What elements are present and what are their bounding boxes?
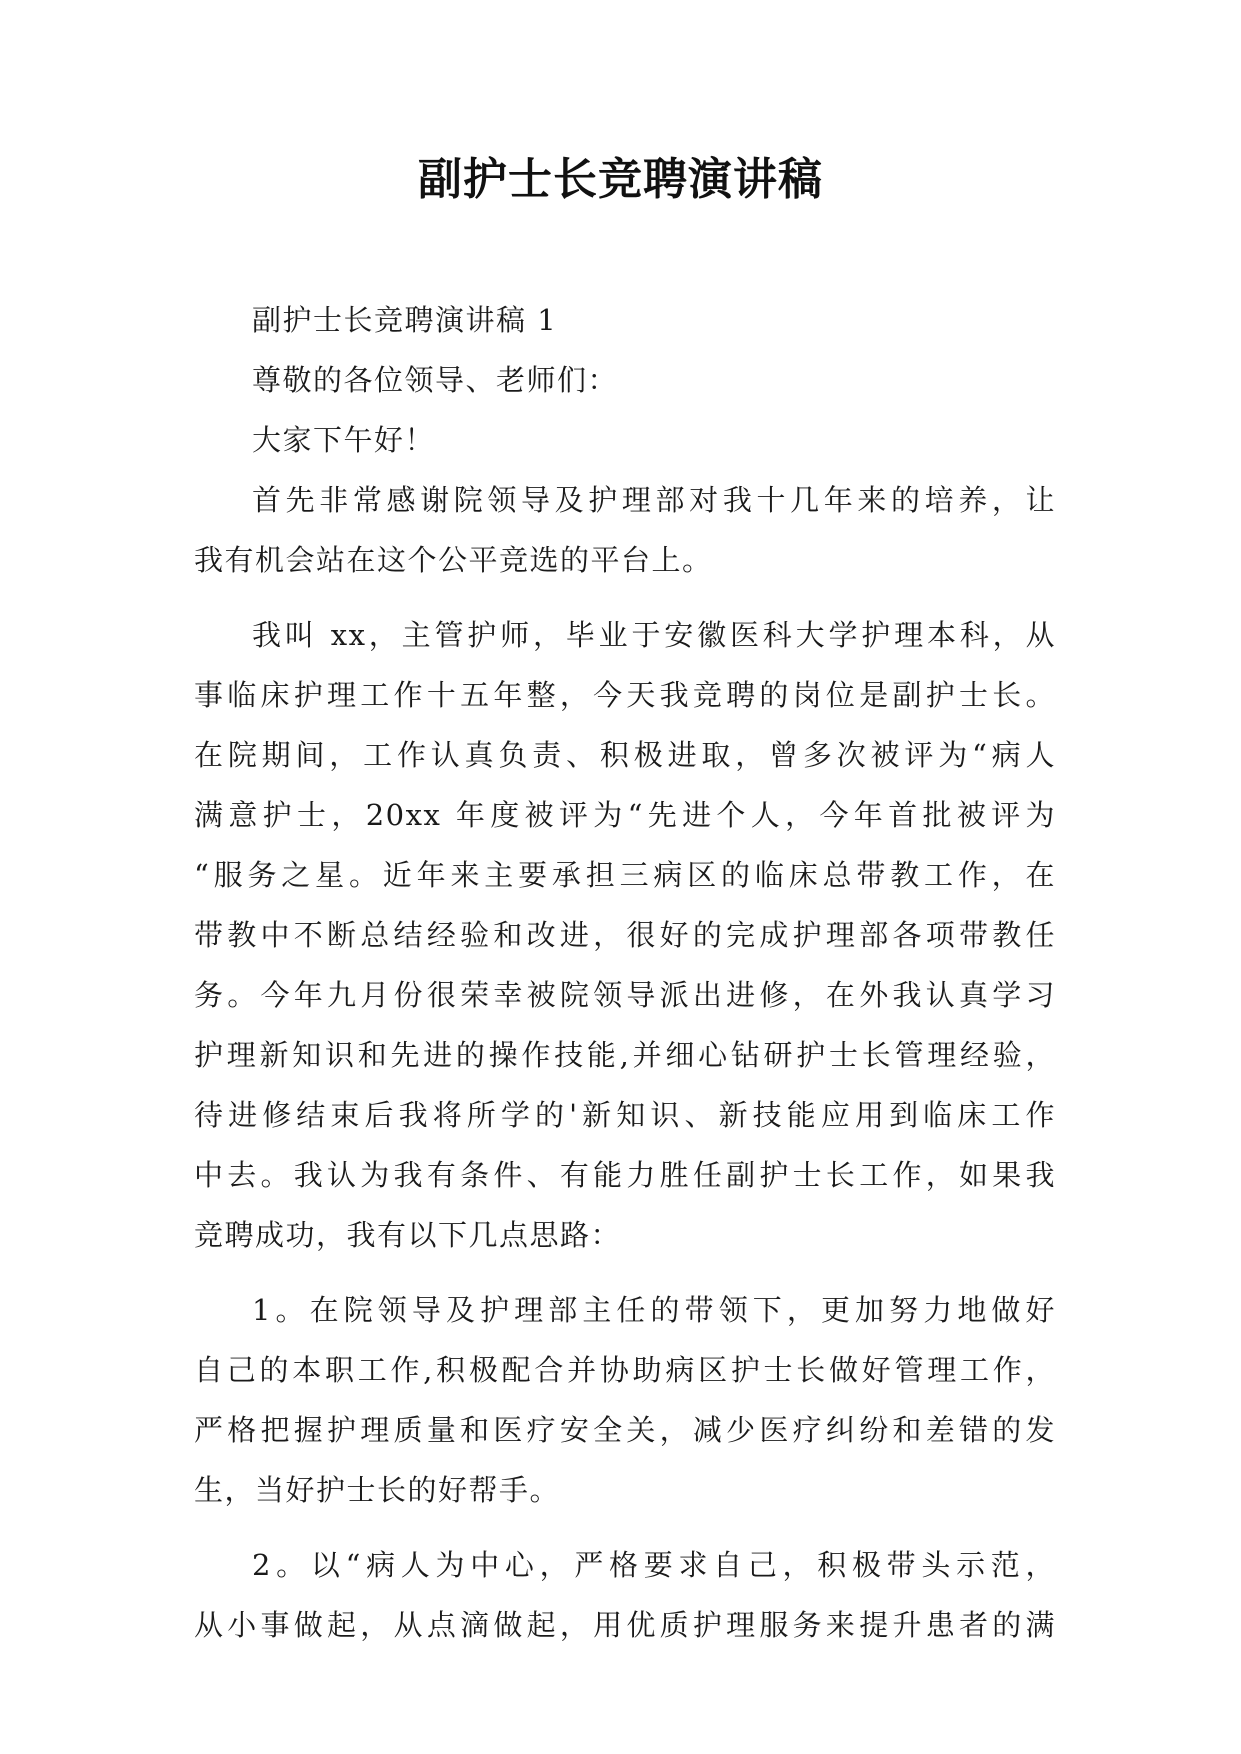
- paragraph-line: 副护士长竞聘演讲稿 1: [252, 303, 558, 337]
- paragraph-line: 生，当好护士长的好帮手。: [194, 1473, 561, 1507]
- paragraph-line: 竞聘成功，我有以下几点思路：: [194, 1218, 622, 1252]
- paragraph-line: 满意护士，20xx 年度被评为“先进个人，今年首批被评为: [194, 798, 1056, 832]
- paragraph-line: 首先非常感谢院领导及护理部对我十几年来的培养，让: [252, 483, 1056, 517]
- document-body: [194, 290, 1056, 1655]
- paragraph-line: 护理新知识和先进的操作技能,并细心钻研护士长管理经验，: [194, 1038, 1056, 1072]
- paragraph-line: 2。以“病人为中心，严格要求自己，积极带头示范，: [252, 1548, 1056, 1582]
- paragraph-line: 务。今年九月份很荣幸被院领导派出进修，在外我认真学习: [194, 978, 1056, 1012]
- paragraph-line: 在院期间，工作认真负责、积极进取，曾多次被评为“病人: [194, 738, 1056, 772]
- paragraph-line: 从小事做起，从点滴做起，用优质护理服务来提升患者的满: [194, 1608, 1056, 1642]
- paragraph-line: 我有机会站在这个公平竞选的平台上。: [194, 543, 713, 577]
- paragraph-line: 带教中不断总结经验和改进，很好的完成护理部各项带教任: [194, 918, 1056, 952]
- paragraph-line: 事临床护理工作十五年整，今天我竞聘的岗位是副护士长。: [194, 678, 1056, 712]
- paragraph-point-1: [194, 1280, 1056, 1520]
- paragraph-introduction: [194, 605, 1056, 1265]
- paragraph-point-2: [194, 1535, 1056, 1655]
- paragraph-line: 待进修结束后我将所学的'新知识、新技能应用到临床工作: [194, 1098, 1056, 1132]
- paragraph-line: 严格把握护理质量和医疗安全关，减少医疗纠纷和差错的发: [194, 1413, 1056, 1447]
- paragraph-line: 中去。我认为我有条件、有能力胜任副护士长工作，如果我: [194, 1158, 1056, 1192]
- paragraph-greeting: [194, 410, 1056, 470]
- paragraph-line: “服务之星。近年来主要承担三病区的临床总带教工作，在: [194, 858, 1056, 892]
- paragraph-line: 尊敬的各位领导、老师们：: [252, 363, 619, 397]
- paragraph-line: 自己的本职工作,积极配合并协助病区护士长做好管理工作，: [194, 1353, 1056, 1387]
- paragraph-line: 1。在院领导及护理部主任的带领下，更加努力地做好: [252, 1293, 1056, 1327]
- paragraph-salutation: [194, 350, 1056, 410]
- paragraph-line: 大家下午好！: [252, 423, 436, 457]
- paragraph-heading-1: [194, 290, 1056, 350]
- paragraph-line: 我叫 xx，主管护师，毕业于安徽医科大学护理本科，从: [252, 618, 1056, 652]
- paragraph-thanks: [194, 470, 1056, 590]
- document-title: 副护士长竞聘演讲稿: [418, 154, 823, 205]
